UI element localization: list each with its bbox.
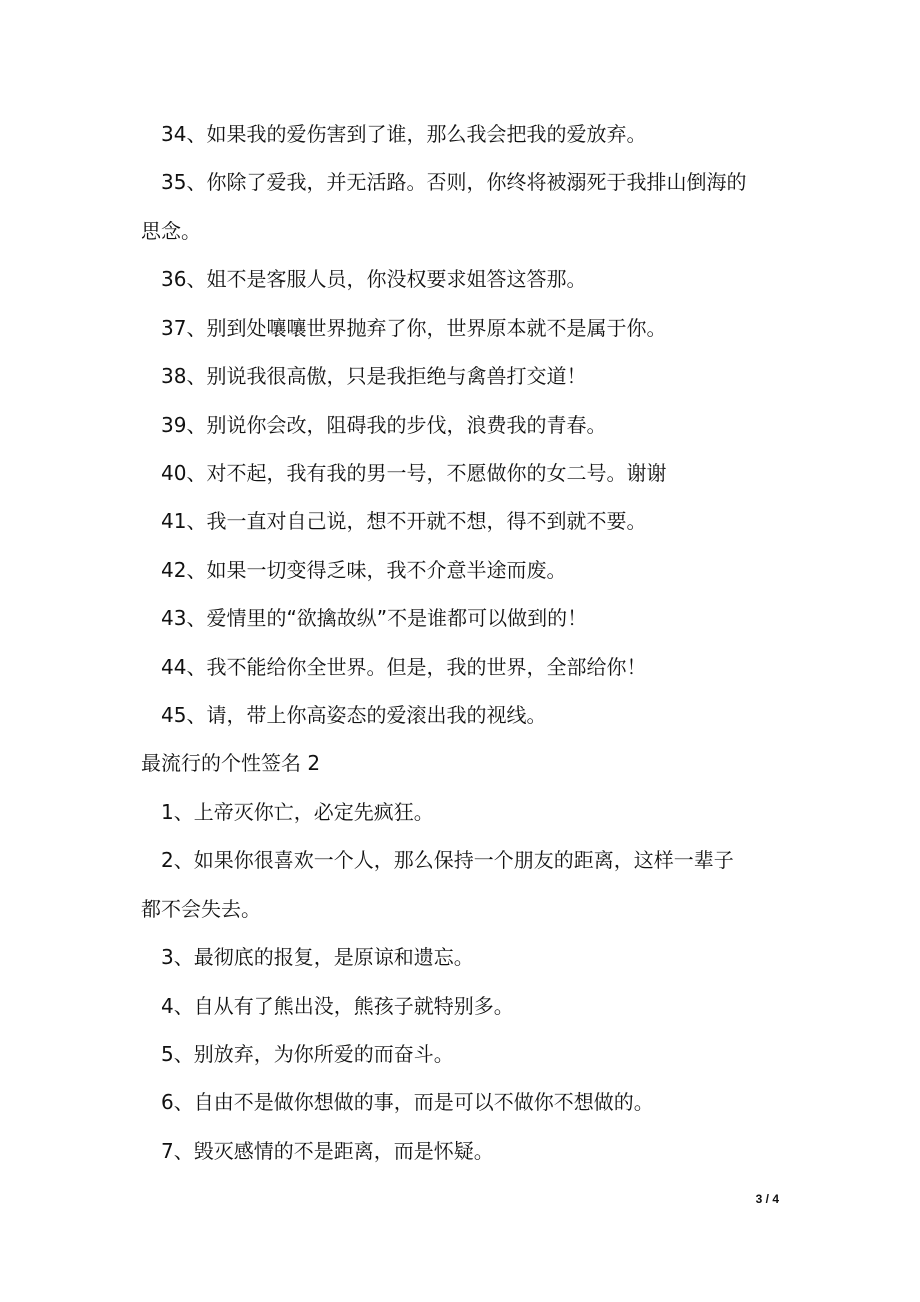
paragraph-line: 都不会失去。: [141, 896, 261, 921]
list-item: [141, 982, 791, 1030]
paragraph-line: 4、自从有了熊出没，熊孩子就特别多。: [161, 993, 514, 1018]
list-item: [141, 1078, 791, 1126]
paragraph-line: 思念。: [141, 218, 201, 243]
list-item: [141, 1030, 791, 1078]
paragraph-line: 42、如果一切变得乏味，我不介意半途而废。: [161, 557, 567, 582]
paragraph-line: 38、别说我很高傲，只是我拒绝与禽兽打交道！: [161, 364, 587, 389]
list-item: [141, 788, 791, 836]
list-item: [141, 594, 791, 642]
list-item: [141, 449, 791, 497]
paragraph-line: 37、别到处嚷嚷世界抛弃了你，世界原本就不是属于你。: [161, 315, 667, 340]
paragraph-line: 45、请，带上你高姿态的爱滚出我的视线。: [161, 703, 547, 728]
list-item: [141, 158, 791, 255]
paragraph-line: 41、我一直对自己说，想不开就不想，得不到就不要。: [161, 509, 647, 534]
paragraph-line: 1、上帝灭你亡，必定先疯狂。: [161, 799, 434, 824]
section-heading: [141, 739, 791, 787]
paragraph-line: 5、别放弃，为你所爱的而奋斗。: [161, 1042, 454, 1067]
list-item: [141, 836, 791, 933]
paragraph-line: 2、如果你很喜欢一个人，那么保持一个朋友的距离，这样一辈子: [161, 848, 734, 873]
list-item: [141, 546, 791, 594]
document-body: [141, 110, 791, 1175]
list-item: [141, 304, 791, 352]
list-item: [141, 352, 791, 400]
list-item: [141, 933, 791, 981]
list-item: [141, 401, 791, 449]
paragraph-line: 36、姐不是客服人员，你没权要求姐答这答那。: [161, 267, 587, 292]
paragraph-line: 35、你除了爱我，并无活路。否则，你终将被溺死于我排山倒海的: [161, 170, 747, 195]
list-item: [141, 643, 791, 691]
list-item: [141, 255, 791, 303]
paragraph-line: 6、自由不是做你想做的事，而是可以不做你不想做的。: [161, 1090, 654, 1115]
list-item: [141, 1127, 791, 1175]
paragraph-line: 34、如果我的爱伤害到了谁，那么我会把我的爱放弃。: [161, 122, 647, 146]
paragraph-line: 3、最彻底的报复，是原谅和遗忘。: [161, 945, 474, 970]
section-heading-text: 最流行的个性签名 2: [141, 751, 321, 776]
page-number: 3 / 4: [755, 1192, 779, 1206]
paragraph-line: 7、毁灭感情的不是距离，而是怀疑。: [161, 1138, 494, 1163]
paragraph-line: 39、别说你会改，阻碍我的步伐，浪费我的青春。: [161, 412, 607, 437]
list-item: [141, 691, 791, 739]
list-item: [141, 110, 791, 158]
list-item: [141, 497, 791, 545]
paragraph-line: 44、我不能给你全世界。但是，我的世界，全部给你！: [161, 654, 647, 679]
paragraph-line: 40、对不起，我有我的男一号，不愿做你的女二号。谢谢: [161, 460, 667, 485]
paragraph-line: 43、爱情里的“欲擒故纵”不是谁都可以做到的！: [161, 606, 588, 631]
